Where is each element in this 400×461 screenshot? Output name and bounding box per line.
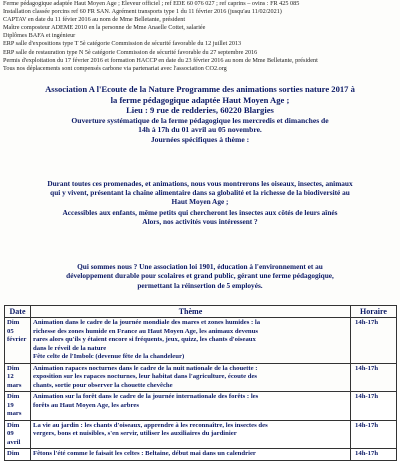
about-line: permettant la réinsertion de 5 employés.: [137, 280, 263, 290]
description-line: Haut Moyen Age ;: [171, 197, 229, 207]
theme-days-label: Journées spécifiques à thème :: [150, 134, 250, 144]
theme-cell: [31, 392, 351, 421]
date-cell: [5, 392, 31, 421]
theme-cell: [31, 420, 351, 449]
table-row: [5, 363, 397, 392]
heading-line: Association A l'Ecoute de la Nature Programme des animations sorties nature 2017 à: [45, 84, 355, 94]
theme-cell: [31, 318, 351, 364]
date-month: mars: [7, 381, 22, 389]
theme-line: richesse des zones humide en France au Haut Moyen Age, les animaux devenus: [33, 327, 258, 335]
theme-line: forêts au Haut Moyen Age, les arbres: [33, 401, 139, 409]
theme-line: exposition sur les rapaces nocturnes, leur habitat dans l'agriculture, écoute des: [33, 373, 258, 380]
date-day: Dim: [7, 450, 20, 457]
date-cell: [5, 318, 31, 364]
date-month: avril: [7, 438, 21, 446]
location-line: Lieu : 9 rue de redderies, 60220 Blargies: [126, 105, 274, 116]
date-month: mars: [7, 410, 22, 417]
description-line: Alors, nos activités vous intéressent ?: [142, 216, 258, 226]
credential-line: ERP salle d'expositions type T 5è catégorie Commission de sécurité favorable du 12 juillet 2013: [3, 40, 242, 48]
credentials-list: [3, 0, 397, 73]
about-block: [12, 262, 388, 290]
description-line: Durant toutes ces promenades, et animations, nous vous montrerons les oiseaux, insectes, animaux: [47, 179, 353, 188]
horaire-cell: 14h-17h: [351, 392, 397, 421]
table-row: [5, 318, 397, 364]
description-line: Accessibles aux enfants, même petits qui chercheront les insectes aux côtés de leurs aînés: [62, 207, 338, 217]
opening-line: Ouverture systématique de la ferme pédagogique les mercredis et dimanches de: [71, 115, 329, 125]
date-cell: [5, 363, 31, 392]
opening-hours-line: 14h à 17h du 01 avril au 05 novembre.: [138, 125, 262, 135]
date-day: Dim: [7, 364, 20, 372]
theme-line: rares alors qu'ils y étaient encore si fréquents, jeux, quizz, les chants d'oiseaux: [33, 336, 256, 343]
horaire-cell: 14h-17h: [351, 363, 397, 392]
date-number: 12: [7, 373, 14, 380]
credential-line: Maître composteur ADEME 2010 en la personne de Mme Anaelle Cottet, salariée: [3, 24, 206, 32]
credential-line: ERP salle de restauration type N 5è catégorie Commission de sécurité favorable du 27 septembre 2016: [3, 48, 258, 56]
theme-cell: [31, 363, 351, 392]
program-table: [4, 305, 397, 461]
credential-line: Installation classée porcins ref 60 FR SAN. Agrément transports type 1 du 11 février 2016 (jusqu'au 11/02/2021): [3, 8, 282, 16]
horaire-cell: 14h-17h: [351, 420, 397, 449]
credential-line: Permis d'exploitation du 17 février 2016 et formation HACCP en date du 23 février 2016 au nom de Mme Belletante, président: [3, 56, 318, 64]
date-cell: [5, 420, 31, 449]
column-header-date: Date: [5, 306, 31, 318]
horaire-cell: 14h-17h: [351, 318, 397, 364]
theme-line: dans le réveil de la nature: [33, 344, 107, 352]
theme-line: Fête celte de l'Imbolc (devenue fête de la chandeleur): [33, 353, 185, 360]
theme-line: La vie au jardin : les chants d'oiseaux, apprendre à les reconnaître, les insectes des: [33, 421, 268, 429]
table-row: [5, 392, 397, 421]
credential-line: Tous nos déplacements sont compensés carbone via partenariat avec l'association CO2.org: [3, 64, 227, 72]
theme-line: Animation sur la forêt dans le cadre de la journée internationale des forêts : les: [33, 393, 259, 400]
theme-cell: [31, 449, 351, 461]
date-day: Dim: [7, 393, 20, 400]
table-row: [5, 449, 397, 461]
column-header-theme: Thème: [31, 306, 351, 318]
date-day: Dim: [7, 421, 20, 429]
date-month: février: [7, 336, 27, 343]
table-header-row: [5, 306, 397, 318]
heading-line: la ferme pédagogique adaptée Haut Moyen Age ;: [110, 94, 290, 105]
theme-line: chants, sortie pour observer la chouette chevêche: [33, 381, 173, 389]
credential-line: CAPTAV en date du 11 févier 2016 au nom de Mme Belletante, président: [3, 16, 186, 24]
theme-line: Animation rapaces nocturnes dans le cadre de la nuit nationale de la chouette :: [33, 364, 258, 372]
date-number: 05: [7, 327, 14, 335]
about-line: Qui sommes nous ? Une association loi 1901, éducation à l'environnement et au: [77, 262, 323, 271]
date-cell: [5, 449, 31, 461]
table-row: [5, 420, 397, 449]
credential-line: Diplômes BAFA et ingénieur: [3, 32, 76, 40]
theme-line: Fêtons l'été comme le faisait les celtes : Beltaine, début mai dans un calendrier: [33, 450, 256, 457]
theme-line: vergers, bons et nuisibles, s'en servir, utiliser les auxiliaires du jardinier: [33, 430, 237, 437]
program-heading: [10, 84, 390, 145]
date-number: 19: [7, 401, 14, 409]
column-header-horaire: Horaire: [351, 306, 397, 318]
date-day: Dim: [7, 319, 20, 326]
credential-line: Ferme pédagogique adaptée Haut Moyen Age ; Eleveur officiel ; ref EDE 60 076 027 ; ref caprins – ovins : FR 425 085: [3, 0, 300, 7]
horaire-cell: 14h-17h: [351, 449, 397, 461]
date-number: 09: [7, 430, 14, 437]
theme-line: Animation dans le cadre de la journée mondiale des mares et zones humides : la: [33, 319, 261, 326]
description-line: qui y vivent, présentant la chaîne alimentaire dans sa globalité et la richesse de la biodiversité au: [50, 188, 350, 198]
description-block: [12, 179, 388, 226]
about-line: développement durable pour scolaires et grand public, gérant une ferme pédagogique,: [66, 271, 334, 281]
